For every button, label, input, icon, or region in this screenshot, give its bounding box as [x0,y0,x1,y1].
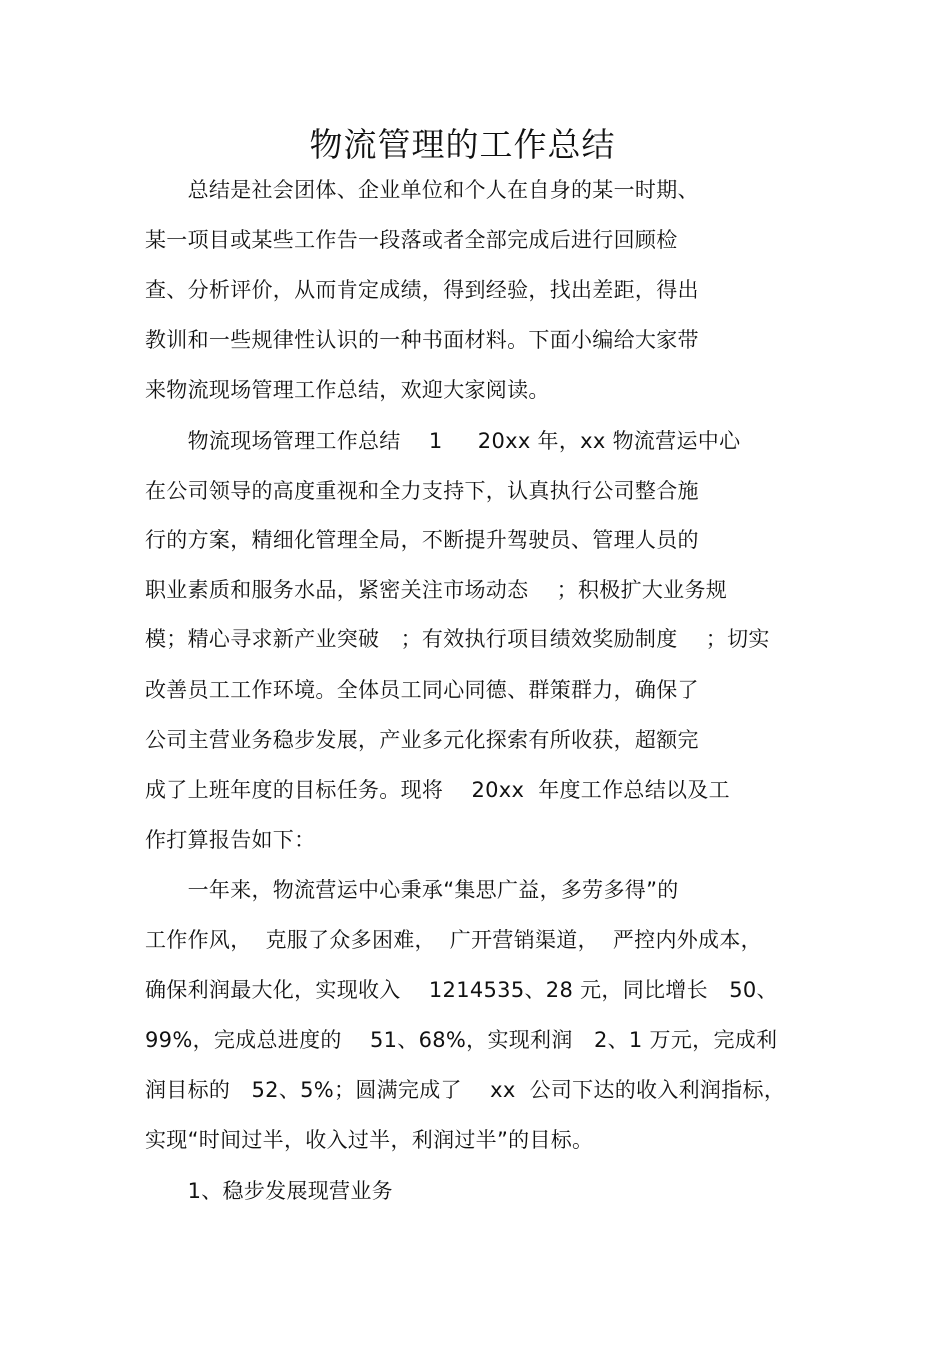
paragraph-line: 来物流现场管理工作总结，欢迎大家阅读。 [145,378,550,402]
paragraph-line: 在公司领导的高度重视和全力支持下，认真执行公司整合施 [145,479,699,503]
paragraph-line: 公司主营业务稳步发展，产业多元化探索有所收获，超额完 [145,728,699,752]
paragraph-line: 实现“时间过半，收入过半，利润过半”的目标。 [145,1128,594,1152]
paragraph-line: 总结是社会团体、企业单位和个人在自身的某一时期、 [145,178,699,202]
paragraph-line: 查、分析评价，从而肯定成绩，得到经验，找出差距，得出 [145,278,699,302]
paragraph-line: 行的方案，精细化管理全局，不断提升驾驶员、管理人员的 [145,528,699,552]
paragraph-line: 职业素质和服务水品，紧密关注市场动态 ；积极扩大业务规 [145,578,728,602]
paragraph-line: 一年来，物流营运中心秉承“集思广益，多劳多得”的 [145,878,679,902]
paragraph-line: 润目标的 52、5%；圆满完成了 xx 公司下达的收入利润指标， [145,1078,786,1102]
paragraph-line: 工作作风， 克服了众多困难， 广开营销渠道， 严控内外成本， [145,928,762,952]
paragraph-line: 改善员工工作环境。全体员工同心同德、群策群力，确保了 [145,678,699,702]
paragraph-line: 物流现场管理工作总结 1 20xx 年，xx 物流营运中心 [145,429,741,453]
paragraph-line: 某一项目或某些工作告一段落或者全部完成后进行回顾检 [145,228,678,252]
paragraph-line: 教训和一些规律性认识的一种书面材料。下面小编给大家带 [145,328,699,352]
document-title: 物流管理的工作总结 [309,125,616,164]
paragraph-line: 成了上班年度的目标任务。现将 20xx 年度工作总结以及工 [145,778,730,802]
paragraph-line: 模；精心寻求新产业突破 ；有效执行项目绩效奖励制度 ；切实 [145,627,770,651]
section-heading: 1、稳步发展现营业务 [145,1179,393,1203]
paragraph-line: 99%，完成总进度的 51、68%，实现利润 2、1 万元，完成利 [145,1028,778,1052]
paragraph-line: 确保利润最大化，实现收入 1214535、28 元，同比增长 50、 [145,978,778,1002]
paragraph-line: 作打算报告如下： [145,828,316,852]
